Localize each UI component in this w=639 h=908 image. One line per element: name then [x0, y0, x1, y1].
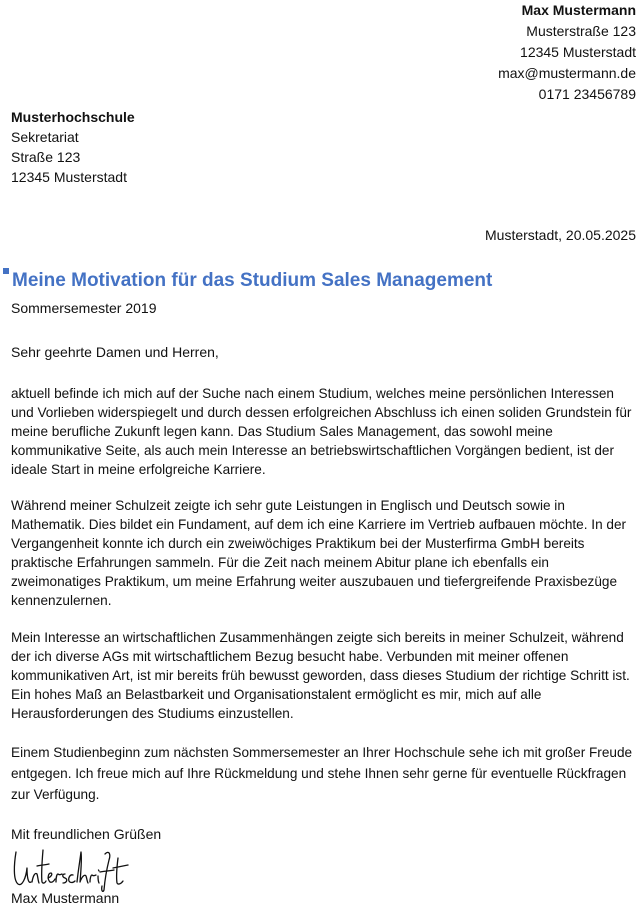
- recipient-block: [11, 107, 135, 187]
- paragraph-1: aktuell befinde ich mich auf der Suche nach einem Studium, welches meine persönlichen Interessen und Vorlieben widerspiegelt und durch dessen erfolgreichen Abschluss ich einen soliden Grundstein für meine berufliche Zukunft legen kann. Das Studium Sales Management, das sowohl meine kommunikative Seite, als auch mein Interesse an betriebswirtschaftlichen Vorgängen bedient, ist der ideale Start in meine erfolgreiche Karriere.: [11, 386, 632, 477]
- salutation: Sehr geehrte Damen und Herren,: [11, 344, 219, 360]
- handwritten-signature: [10, 846, 132, 892]
- sender-name: Max Mustermann: [521, 2, 636, 18]
- paragraph-4: Einem Studienbeginn zum nächsten Sommersemester an Ihrer Hochschule sehe ich mit großer Freude entgegen. Ich freue mich auf Ihre Rückmeldung und stehe Ihnen sehr gerne für eventuelle Rückfragen zur Verfügung.: [11, 745, 633, 802]
- recipient-department: Sekretariat: [11, 129, 79, 145]
- recipient-organization: Musterhochschule: [11, 109, 135, 125]
- sender-phone: 0171 23456789: [538, 86, 636, 102]
- recipient-street: Straße 123: [11, 149, 81, 165]
- recipient-city: 12345 Musterstadt: [11, 169, 127, 185]
- letter-heading: Meine Motivation für das Studium Sales Management: [12, 270, 493, 291]
- letter-subtitle: Sommersemester 2019: [11, 300, 157, 316]
- closing: Mit freundlichen Grüßen: [11, 826, 162, 842]
- signer-name: Max Mustermann: [11, 890, 120, 906]
- paragraph-2: Während meiner Schulzeit zeigte ich sehr gute Leistungen in Englisch und Deutsch sowie in Mathematik. Dies bildet ein Fundament, auf dem ich eine Karriere im Vertrieb aufbauen möchte. In der Vergangenheit konnte ich durch ein zweiwöchiges Praktikum bei der Musterfirma GmbH bereits praktische Erfahrungen sammeln. Für die Zeit nach meinem Abitur plane ich ebenfalls ein zweimonatiges Praktikum, um meine Erfahrung weiter auszubauen und tiefergreifende Praxisbezüge kennenzulernen.: [11, 498, 627, 608]
- sender-block: [498, 0, 636, 105]
- sender-email: max@mustermann.de: [498, 65, 636, 81]
- letter-date: Musterstadt, 20.05.2025: [485, 227, 636, 243]
- heading-marker: [3, 268, 9, 274]
- sender-city: 12345 Musterstadt: [520, 44, 636, 60]
- paragraph-3: Mein Interesse an wirtschaftlichen Zusammenhängen zeigte sich bereits in meiner Schulzeit, während der ich diverse AGs mit wirtschaftlichem Bezug besucht habe. Verbunden mit meiner offenen kommunikativen Art, ist mir bereits früh bewusst geworden, dass dieses Studium der richtige Schritt ist. Ein hohes Maß an Belastbarkeit und Organisationstalent ermöglicht es mir, mich auf alle Herausforderungen des Studiums einzustellen.: [11, 630, 630, 721]
- sender-street: Musterstraße 123: [526, 23, 636, 39]
